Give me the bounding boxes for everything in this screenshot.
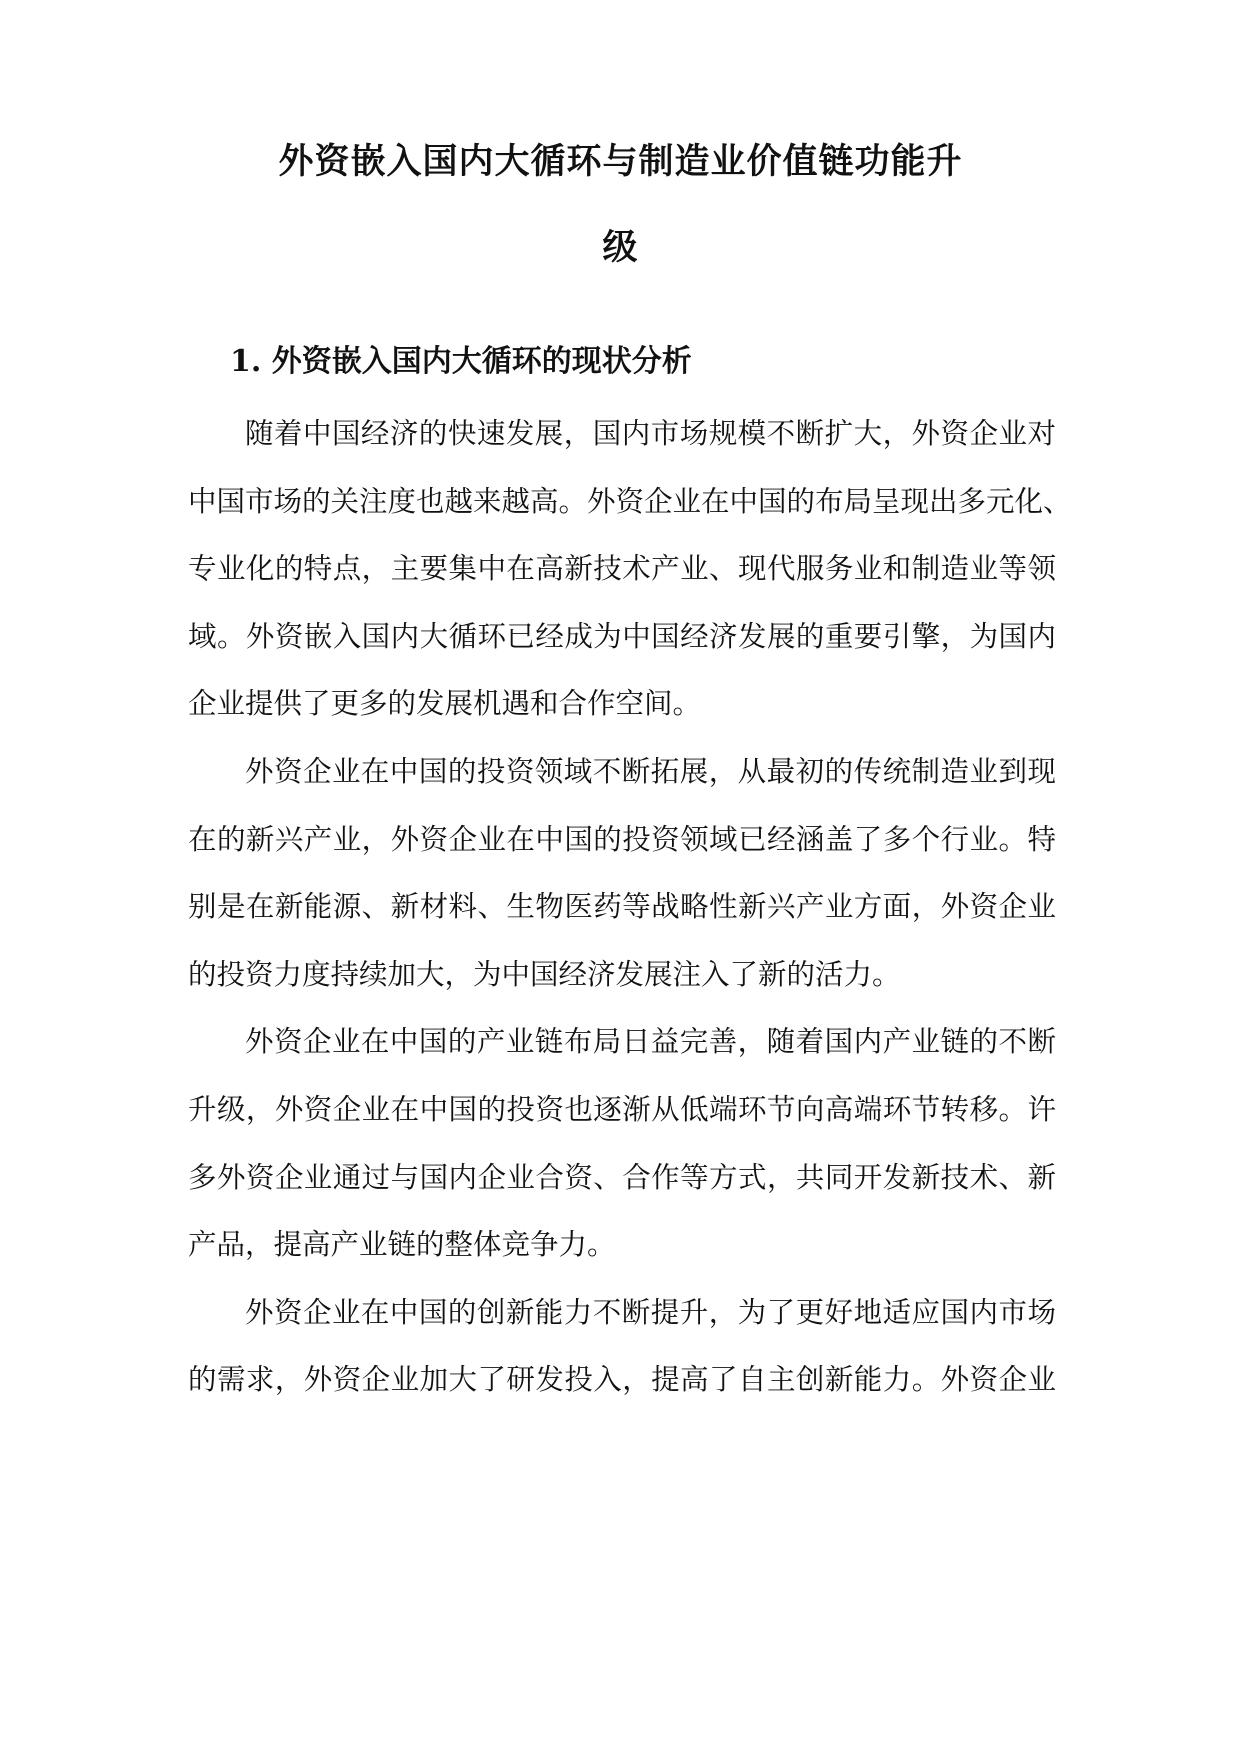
paragraph-line: 外资企业在中国的投资领域不断拓展，从最初的传统制造业到现	[245, 754, 1056, 788]
section-heading: 1. 外资嵌入国内大循环的现状分析	[230, 344, 692, 379]
paragraph	[188, 411, 1072, 749]
paragraph-line: 专业化的特点，主要集中在高新技术产业、现代服务业和制造业等领	[188, 552, 1056, 586]
paragraph-line: 多外资企业通过与国内企业合资、合作等方式，共同开发新技术、新	[188, 1160, 1056, 1194]
paragraph	[188, 749, 1056, 1019]
paragraph-line: 的需求，外资企业加大了研发投入，提高了自主创新能力。外资企业	[188, 1363, 1056, 1397]
paragraph-line: 在的新兴产业，外资企业在中国的投资领域已经涵盖了多个行业。特	[188, 822, 1056, 856]
document-title-line-2: 级	[602, 227, 639, 268]
paragraph-line: 外资企业在中国的创新能力不断提升，为了更好地适应国内市场	[245, 1295, 1056, 1329]
paragraph-line: 外资企业在中国的产业链布局日益完善，随着国内产业链的不断	[245, 1025, 1056, 1059]
paragraph	[188, 1290, 1056, 1425]
paragraph-line: 域。外资嵌入国内大循环已经成为中国经济发展的重要引擎，为国内	[188, 619, 1056, 653]
paragraph-line: 企业提供了更多的发展机遇和合作空间。	[188, 687, 702, 721]
paragraph-line: 中国市场的关注度也越来越高。外资企业在中国的布局呈现出多元化、	[188, 484, 1072, 518]
document-body	[188, 411, 1072, 1425]
paragraph-line: 升级，外资企业在中国的投资也逐渐从低端环节向高端环节转移。许	[188, 1092, 1056, 1126]
document-title-line-1: 外资嵌入国内大循环与制造业价值链功能升	[278, 141, 963, 182]
paragraph-line: 产品，提高产业链的整体竞争力。	[188, 1228, 616, 1262]
paragraph-line: 别是在新能源、新材料、生物医药等战略性新兴产业方面，外资企业	[188, 890, 1056, 924]
paragraph	[188, 1019, 1056, 1289]
paragraph-line: 的投资力度持续加大，为中国经济发展注入了新的活力。	[188, 957, 901, 991]
paragraph-line: 随着中国经济的快速发展，国内市场规模不断扩大，外资企业对	[245, 417, 1056, 450]
